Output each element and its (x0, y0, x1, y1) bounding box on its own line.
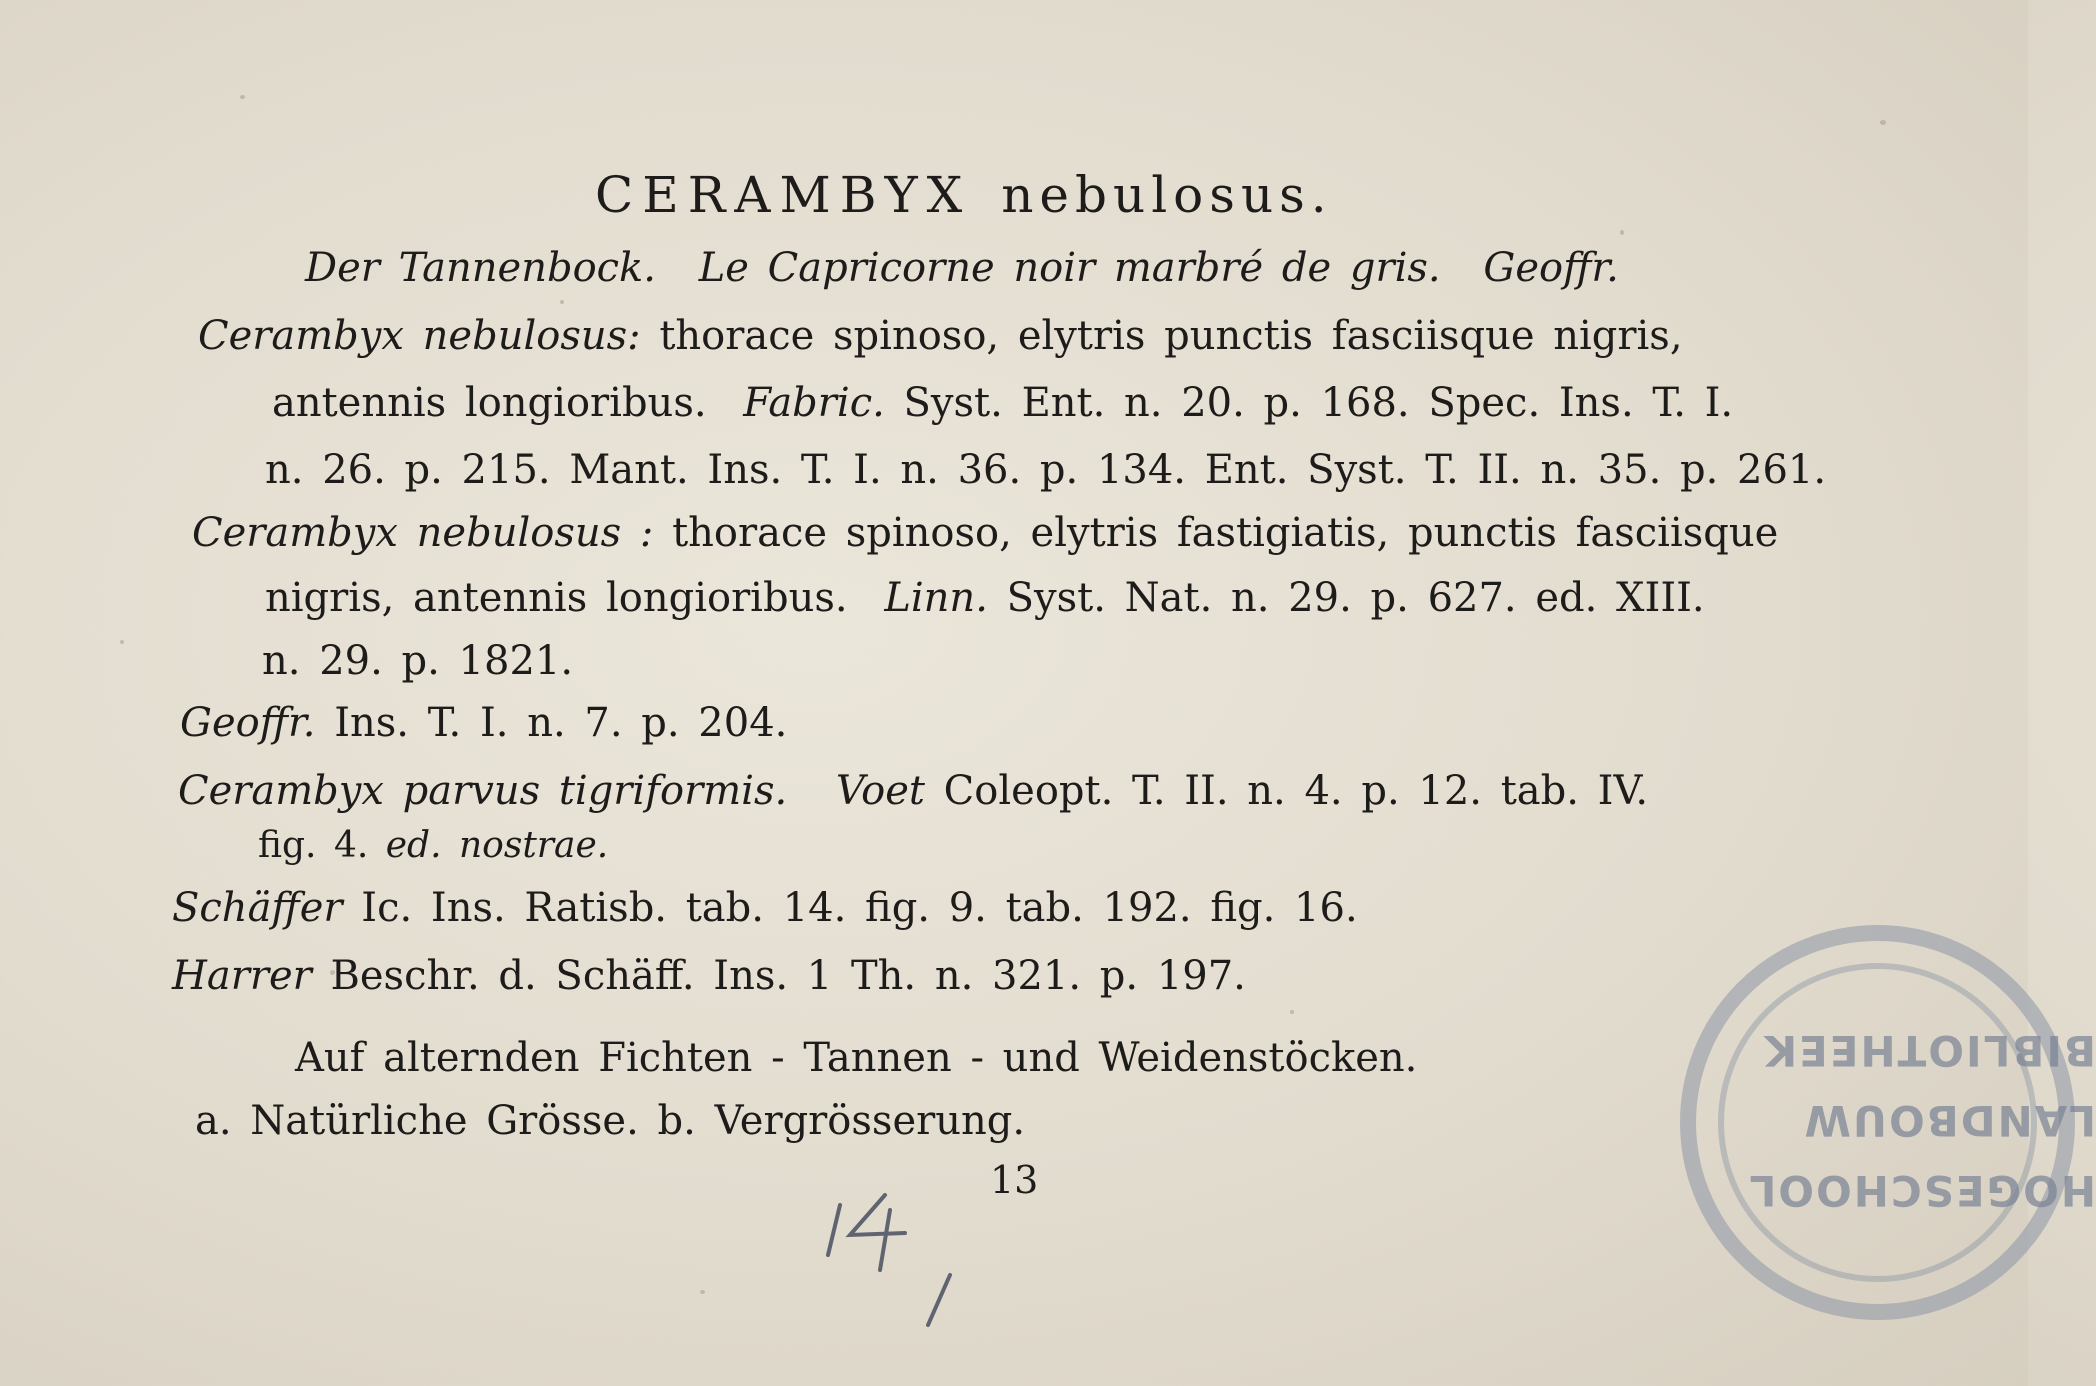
stamp-line-1: HOGESCHOOL (1747, 1166, 2096, 1215)
reference-3-citation: Ins. T. I. n. 7. p. 204. (334, 700, 788, 746)
reference-1-line-2 (272, 380, 1733, 426)
library-stamp (1680, 925, 2096, 1320)
page-number: 13 (990, 1158, 1039, 1202)
reference-4-figure: fig. 4. (258, 825, 369, 866)
paper-speck (1620, 230, 1624, 235)
reference-1-line-3 (265, 447, 1826, 493)
paper-speck (700, 1290, 705, 1294)
paper-speck (1290, 1010, 1294, 1014)
reference-1-text-2: antennis longioribus. (272, 380, 707, 426)
reference-2-line-2 (265, 575, 1705, 621)
title-species: nebulosus. (1001, 166, 1333, 224)
reference-4-name: Cerambyx parvus tigriformis. (178, 768, 788, 814)
reference-2-name: Cerambyx nebulosus : (192, 510, 654, 556)
figure-legend (195, 1098, 1025, 1144)
reference-4-edition: ed. nostrae. (385, 825, 609, 866)
reference-1-text-1: thorace spinoso, elytris punctis fasciisque nigris, (659, 313, 1683, 359)
reference-5-line (172, 885, 1358, 931)
reference-4-line-1 (178, 768, 1648, 814)
reference-2-author: Linn. (884, 575, 988, 621)
reference-1-citation: Syst. Ent. n. 20. p. 168. Spec. Ins. T. I. (903, 380, 1734, 426)
reference-5-citation: Ic. Ins. Ratisb. tab. 14. fig. 9. tab. 192. fig. 16. (361, 885, 1358, 931)
reference-6-line (172, 953, 1246, 999)
common-names-author: Geoffr. (1483, 245, 1619, 291)
title-genus: CERAMBYX (595, 166, 972, 224)
legend-text: a. Natürliche Grösse. b. Vergrösserung. (195, 1098, 1026, 1144)
habitat-text: Auf alternden Fichten - Tannen - und Weidenstöcken. (295, 1035, 1418, 1081)
reference-4-line-2 (258, 825, 608, 866)
reference-1-name: Cerambyx nebulosus: (198, 313, 641, 359)
reference-2-text-3: n. 29. p. 1821. (262, 638, 574, 684)
reference-3-author: Geoffr. (180, 700, 316, 746)
pencil-mark (810, 1175, 970, 1335)
reference-4-author: Voet (835, 768, 925, 814)
reference-6-citation: Beschr. d. Schäff. Ins. 1 Th. n. 321. p. 197. (330, 953, 1246, 999)
common-names-line (305, 245, 1619, 291)
reference-5-author: Schäffer (172, 885, 343, 931)
reference-1-author: Fabric. (743, 380, 885, 426)
habitat-line (295, 1035, 1417, 1081)
paper-speck (560, 300, 564, 304)
reference-1-line-1 (198, 313, 1683, 359)
french-name: Le Capricorne noir marbré de gris. (698, 245, 1441, 291)
paper-speck (1880, 120, 1886, 125)
reference-2-line-1 (192, 510, 1778, 556)
paper-speck (120, 640, 124, 644)
reference-4-citation: Coleopt. T. II. n. 4. p. 12. tab. IV. (943, 768, 1649, 814)
reference-2-text-2: nigris, antennis longioribus. (265, 575, 848, 621)
stamp-line-2: LANDBOUW (1802, 1096, 2096, 1145)
page-title (595, 166, 1333, 224)
reference-2-line-3 (262, 638, 573, 684)
reference-2-text-1: thorace spinoso, elytris fastigiatis, punctis fasciisque (672, 510, 1779, 556)
reference-3-line (180, 700, 787, 746)
reference-2-citation: Syst. Nat. n. 29. p. 627. ed. XIII. (1006, 575, 1705, 621)
german-name: Der Tannenbock. (305, 245, 656, 291)
paper-speck (240, 95, 245, 99)
stamp-line-3: BIBLIOTHEEK (1762, 1026, 2096, 1075)
reference-6-author: Harrer (172, 953, 312, 999)
reference-1-text-3: n. 26. p. 215. Mant. Ins. T. I. n. 36. p. 134. Ent. Syst. T. II. n. 35. p. 261. (265, 447, 1827, 493)
